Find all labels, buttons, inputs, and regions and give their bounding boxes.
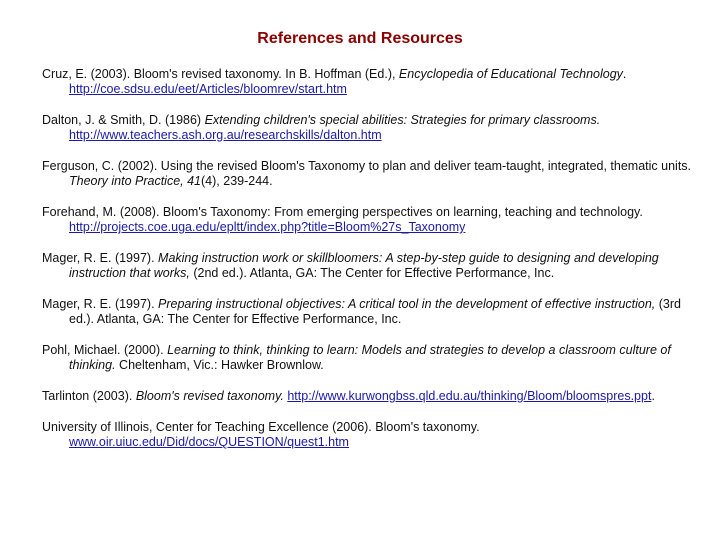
ref-link[interactable]: http://coe.sdsu.edu/eet/Articles/bloomrev/start.htm <box>69 82 347 96</box>
ref-text: Cruz, E. (2003). Bloom's revised taxonomy. In B. Hoffman (Ed.), <box>42 67 399 81</box>
page-title: References and Resources <box>257 30 463 47</box>
ref-text: Cheltenham, Vic.: Hawker Brownlow. <box>115 358 324 372</box>
ref-text: Forehand, M. (2008). Bloom's Taxonomy: From emerging perspectives on learning, teaching and technology. <box>42 205 643 219</box>
reference-item <box>42 251 698 281</box>
ref-text: Pohl, Michael. (2000). <box>42 343 168 357</box>
ref-link[interactable]: www.oir.uiuc.edu/Did/docs/QUESTION/quest1.htm <box>69 435 349 449</box>
ref-text: Ferguson, C. (2002). Using the revised Bloom's Taxonomy to plan and deliver team-taught, integrated, thematic units. <box>42 159 692 173</box>
ref-italic-text: Encyclopedia of Educational Technology <box>398 67 623 81</box>
ref-italic-text: Making instruction work or skillbloomers: A step-by-step guide to designing and developing instruction that works, <box>69 251 659 280</box>
ref-link[interactable]: http://projects.coe.uga.edu/epltt/index.php?title=Bloom%27s_Taxonomy <box>69 220 466 234</box>
ref-italic-text: Theory into Practice, 41 <box>69 174 202 188</box>
ref-link[interactable]: http://www.kurwongbss.qld.edu.au/thinking/Bloom/bloomspres.ppt <box>287 389 652 403</box>
ref-italic-text: Learning to think, thinking to learn: Models and strategies to develop a classroom culture of thinking. <box>69 343 671 372</box>
ref-text: Mager, R. E. (1997). <box>42 251 159 265</box>
reference-item <box>42 205 698 235</box>
ref-text: (4), 239-244. <box>201 174 273 188</box>
ref-italic-text: Bloom's revised taxonomy. <box>135 389 284 403</box>
ref-text: Dalton, J. & Smith, D. (1986) <box>42 113 205 127</box>
ref-text: . <box>651 389 655 403</box>
ref-italic-text: Extending children's special abilities: Strategies for primary classrooms. <box>204 113 601 127</box>
ref-text: (2nd ed.). Atlanta, GA: The Center for Effective Performance, Inc. <box>189 266 555 280</box>
ref-text: University of Illinois, Center for Teaching Excellence (2006). Bloom's taxonomy. <box>42 420 480 434</box>
reference-item <box>42 67 698 97</box>
reference-item <box>42 343 698 373</box>
ref-text: Tarlinton (2003). <box>42 389 136 403</box>
reference-item <box>42 113 698 143</box>
ref-text: Mager, R. E. (1997). <box>42 297 159 311</box>
reference-list <box>42 67 698 466</box>
ref-link[interactable]: http://www.teachers.ash.org.au/researchskills/dalton.htm <box>69 128 382 142</box>
reference-item <box>42 389 698 404</box>
ref-text: (3rd ed.). Atlanta, GA: The Center for Effective Performance, Inc. <box>69 297 681 326</box>
reference-item <box>42 159 698 189</box>
reference-item <box>42 420 698 450</box>
ref-italic-text: Preparing instructional objectives: A critical tool in the development of effective instruction, <box>158 297 656 311</box>
reference-item <box>42 297 698 327</box>
ref-text: . <box>622 67 627 81</box>
